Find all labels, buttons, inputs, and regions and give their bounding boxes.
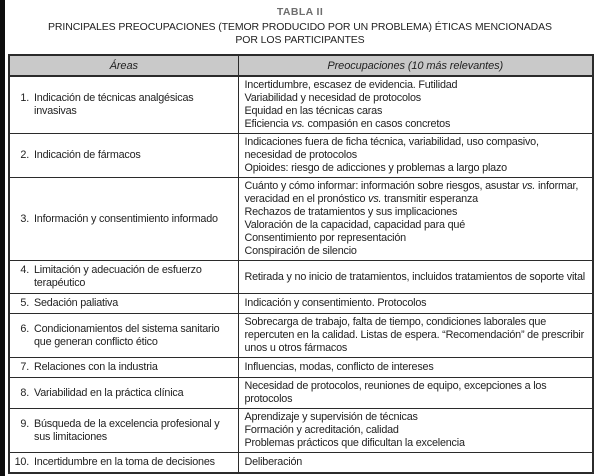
column-header-concerns: Preocupaciones (10 más relevantes) <box>238 55 593 76</box>
table-body <box>9 76 593 473</box>
concerns-cell <box>238 314 593 358</box>
concern-item: Conspiración de silencio <box>244 245 357 257</box>
row-number: 1. <box>20 92 29 104</box>
area-cell <box>9 314 238 358</box>
row-number: 7. <box>20 361 29 373</box>
concern-item: Aprendizaje y supervisión de técnicas <box>244 411 418 423</box>
concern-item: Eficiencia vs. compasión en casos concretos <box>244 118 451 130</box>
concern-item: Equidad en las técnicas caras <box>244 105 383 117</box>
concerns-cell <box>238 134 593 178</box>
area-cell <box>9 453 238 474</box>
table-row <box>9 358 593 378</box>
area-label: Incertidumbre en la toma de decisiones <box>34 456 215 468</box>
table-row <box>9 134 593 178</box>
concerns-cell <box>238 358 593 378</box>
concerns-cell <box>238 378 593 409</box>
row-number: 9. <box>20 417 29 430</box>
row-number: 2. <box>20 149 29 161</box>
concern-item: Deliberación <box>244 456 303 468</box>
concerns-cell <box>238 178 593 261</box>
table-row <box>9 453 593 474</box>
area-label: Limitación y adecuación de esfuerzo terapéutico <box>34 264 202 289</box>
scan-edge-artifact <box>0 0 5 476</box>
table-row <box>9 261 593 294</box>
concerns-cell <box>238 409 593 453</box>
concern-item: Valoración de la capacidad, capacidad para qué <box>244 219 465 231</box>
concern-item: Problemas prácticos que dificultan la excelencia <box>244 437 465 449</box>
area-cell <box>9 178 238 261</box>
concern-item: Indicaciones fuera de ficha técnica, variabilidad, uso compasivo, necesidad de protocolos <box>244 136 539 161</box>
concerns-cell <box>238 294 593 314</box>
table-title-block <box>0 0 600 47</box>
table-caption-line1: PRINCIPALES PREOCUPACIONES (TEMOR PRODUCIDO POR UN PROBLEMA) ÉTICAS MENCIONADAS <box>48 21 552 33</box>
table-row <box>9 409 593 453</box>
concern-item: Sobrecarga de trabajo, falta de tiempo, condiciones laborales que repercuten en la calidad. Listas de espera. “Recomendación” de prescribir unos u otros fármacos <box>244 316 584 354</box>
concern-item: Rechazos de tratamientos y sus implicaciones <box>244 206 458 218</box>
concerns-cell <box>238 453 593 474</box>
concern-item: Opioides: riesgo de adicciones y problemas a largo plazo <box>244 162 507 174</box>
table-caption-line2: POR LOS PARTICIPANTES <box>235 34 365 46</box>
concerns-table <box>8 54 594 474</box>
area-label: Variabilidad en la práctica clínica <box>34 386 184 399</box>
concern-item: Variabilidad y necesidad de protocolos <box>244 92 421 104</box>
concerns-cell <box>238 261 593 294</box>
area-label: Indicación de fármacos <box>34 149 141 161</box>
table-row <box>9 294 593 314</box>
area-cell <box>9 294 238 314</box>
table-header-row <box>9 55 593 76</box>
area-label: Condicionamientos del sistema sanitario que generan conflicto ético <box>34 322 220 348</box>
row-number: 3. <box>20 212 29 225</box>
concern-item: Cuánto y cómo informar: información sobre riesgos, asustar vs. informar, veracidad en el pronóstico vs. transmitir esperanza <box>244 180 579 205</box>
area-label: Sedación paliativa <box>34 297 119 309</box>
concerns-cell <box>238 76 593 134</box>
row-number: 4. <box>20 264 29 276</box>
area-label: Indicación de técnicas analgésicas invasivas <box>34 92 194 117</box>
table-row <box>9 314 593 358</box>
table-row <box>9 378 593 409</box>
area-label: Relaciones con la industria <box>34 361 158 373</box>
table-number: TABLA II <box>276 6 324 18</box>
area-cell <box>9 134 238 178</box>
concern-item: Consentimiento por representación <box>244 232 406 244</box>
concern-item: Influencias, modas, conflicto de intereses <box>244 361 434 373</box>
area-label: Búsqueda de la excelencia profesional y sus limitaciones <box>34 417 220 443</box>
table-row <box>9 76 593 134</box>
concern-item: Necesidad de protocolos, reuniones de equipo, excepciones a los protocolos <box>244 380 547 405</box>
concern-item: Retirada y no inicio de tratamientos, incluidos tratamientos de soporte vital <box>244 270 585 283</box>
row-number: 10. <box>14 456 29 468</box>
area-label: Información y consentimiento informado <box>34 212 218 225</box>
table-row <box>9 178 593 261</box>
concern-item: Formación y acreditación, calidad <box>244 424 399 436</box>
row-number: 5. <box>20 297 29 309</box>
concern-item: Indicación y consentimiento. Protocolos <box>244 297 427 309</box>
row-number: 6. <box>20 322 29 335</box>
area-cell <box>9 358 238 378</box>
concern-item: Incertidumbre, escasez de evidencia. Futilidad <box>244 79 458 91</box>
area-cell <box>9 409 238 453</box>
row-number: 8. <box>20 386 29 399</box>
area-cell <box>9 261 238 294</box>
column-header-areas: Áreas <box>9 55 238 76</box>
area-cell <box>9 378 238 409</box>
area-cell <box>9 76 238 134</box>
